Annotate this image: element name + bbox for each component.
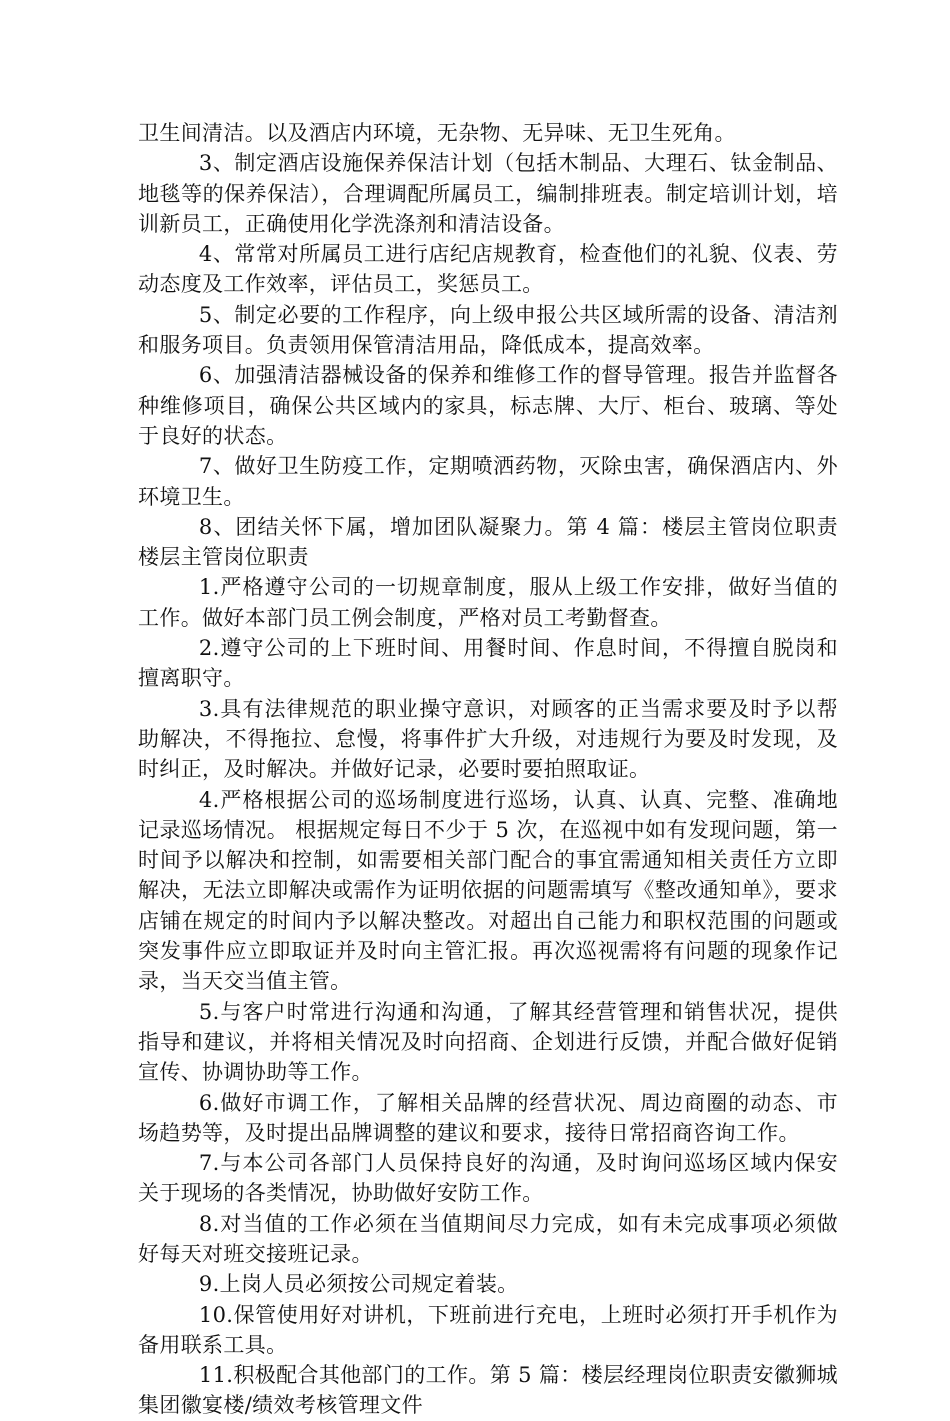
paragraph: 5.与客户时常进行沟通和沟通，了解其经营管理和销售状况，提供指导和建议，并将相关情况及时向招商、企划进行反馈，并配合做好促销宣传、协调协助等工作。 (138, 999, 838, 1085)
paragraph: 7、做好卫生防疫工作，定期喷洒药物，灭除虫害，确保酒店内、外环境卫生。 (138, 454, 838, 509)
paragraph: 10.保管使用好对讲机，下班前进行充电，上班时必须打开手机作为备用联系工具。 (138, 1302, 838, 1357)
paragraph: 1.严格遵守公司的一切规章制度，服从上级工作安排，做好当值的工作。做好本部门员工例会制度，严格对员工考勤督查。 (138, 575, 838, 630)
paragraph: 8.对当值的工作必须在当值期间尽力完成，如有未完成事项必须做好每天对班交接班记录。 (138, 1211, 838, 1266)
paragraph: 3、制定酒店设施保养保洁计划（包括木制品、大理石、钛金制品、地毯等的保养保洁），合理调配所属员工，编制排班表。制定培训计划，培训新员工，正确使用化学洗涤剂和清洁设备。 (138, 151, 838, 236)
paragraph: 4.严格根据公司的巡场制度进行巡场，认真、认真、完整、准确地记录巡场情况。 根据规定每日不少于 5 次，在巡视中如有发现问题，第一时间予以解决和控制，如需要相关部门配合的事宜需通知相关责任方立即解决，无法立即解决或需作为证明依据的问题需填写《整改通知单》，要求店铺在规定的时间内予以解决整改。对超出自己能力和职权范围的问题或突发事件应立即取证并及时向主管汇报。再次巡视需将有问题的现象作记录，当天交当值主管。 (138, 787, 838, 994)
paragraph: 卫生间清洁。以及酒店内环境，无杂物、无异味、无卫生死角。 (138, 121, 736, 145)
paragraph: 6.做好市调工作，了解相关品牌的经营状况、周边商圈的动态、市场趋势等，及时提出品牌调整的建议和要求，接待日常招商咨询工作。 (138, 1090, 838, 1145)
paragraph: 4、常常对所属员工进行店纪店规教育，检查他们的礼貌、仪表、劳动态度及工作效率，评估员工，奖惩员工。 (138, 242, 838, 297)
paragraph: 11.积极配合其他部门的工作。第 5 篇：楼层经理岗位职责安徽狮城集团徽宴楼/绩效考核管理文件 (138, 1363, 838, 1418)
paragraph: 6、加强清洁器械设备的保养和维修工作的督导管理。报告并监督各种维修项目，确保公共区域内的家具，标志牌、大厅、柜台、玻璃、等处于良好的状态。 (138, 363, 838, 448)
paragraph: 8、团结关怀下属，增加团队凝聚力。第 4 篇：楼层主管岗位职责楼层主管岗位职责 (138, 514, 838, 570)
paragraph: 9.上岗人员必须按公司规定着装。 (198, 1272, 519, 1297)
paragraph: 5、制定必要的工作程序，向上级申报公共区域所需的设备、清洁剂和服务项目。负责领用保管清洁用品，降低成本，提高效率。 (138, 302, 838, 358)
document-body (138, 118, 838, 1421)
paragraph: 2.遵守公司的上下班时间、用餐时间、作息时间，不得擅自脱岗和擅离职守。 (138, 636, 838, 691)
paragraph: 7.与本公司各部门人员保持良好的沟通，及时询问巡场区域内保安关于现场的各类情况，协助做好安防工作。 (138, 1151, 838, 1206)
paragraph: 3.具有法律规范的职业操守意识，对顾客的正当需求要及时予以帮助解决，不得拖拉、怠慢，将事件扩大升级，对违规行为要及时发现，及时纠正，及时解决。并做好记录，必要时要拍照取证。 (138, 696, 838, 782)
